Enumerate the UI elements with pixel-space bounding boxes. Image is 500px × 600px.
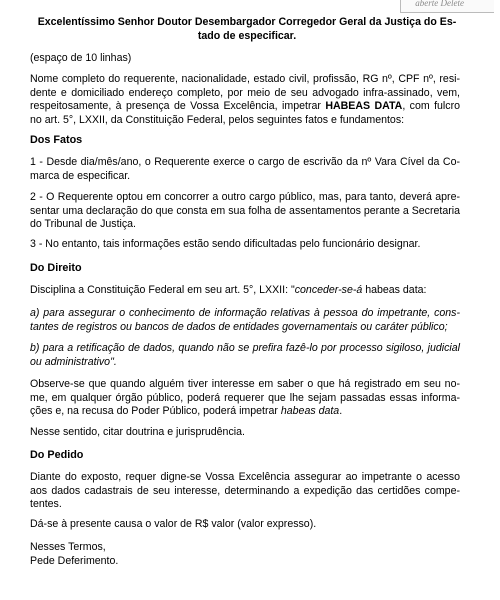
heading-do-pedido: Do Pedido: [30, 449, 84, 461]
document-title: [34, 16, 460, 43]
spacing-note: (espaço de 10 linhas): [30, 52, 132, 64]
direito-paragraph-3: Nesse sentido, citar doutrina e jurisprudência.: [30, 426, 245, 438]
direito-item-a: a) para assegurar o conhecimento de informação relativas à pessoa do impetrante, cons- tantes de registros ou bancos de dados de entidades governamentais ou caráter público;: [30, 307, 460, 333]
closing-line-1: Nesses Termos,: [30, 541, 106, 553]
pedido-paragraph-1: Diante do exposto, requer digne-se Vossa Excelência assegurar ao impetrante o acesso aos dados cadastrais de seu interesse, determinando a expedição das certidões compe- tentes.: [30, 471, 460, 511]
fatos-item-1: 1 - Desde dia/mês/ano, o Requerente exerce o cargo de escrivão da nº Vara Cível da Co- marca de especificar.: [30, 156, 460, 182]
direito-item-b: b) para a retificação de dados, quando não se prefira fazê-lo por processo sigiloso, judicial ou administrativo".: [30, 342, 460, 368]
heading-do-direito: Do Direito: [30, 262, 82, 274]
heading-dos-fatos: Dos Fatos: [30, 134, 83, 146]
title-line-1: Excelentíssimo Senhor Doutor Desembargador Corregedor Geral da Justiça do Es-: [37, 16, 457, 28]
title-line-2: tado de especificar.: [197, 29, 297, 42]
top-toolbar-strip: [0, 0, 500, 10]
pedido-paragraph-2: Dá-se à presente causa o valor de R$ valor (valor expresso).: [30, 518, 317, 530]
fatos-item-3: 3 - No entanto, tais informações estão sendo dificultadas pelo funcionário designar.: [30, 238, 421, 250]
closing-block: [30, 541, 460, 568]
top-hint-text: aberte Delete: [400, 0, 494, 13]
fatos-item-2: 2 - O Requerente optou em concorrer a outro cargo público, mas, para tanto, deverá apre- sentar uma declaração do que consta em sua folha de assentamentos perante a Secretaria do Tribunal de Justiça.: [30, 191, 460, 231]
habeas-data-emphasis: HABEAS DATA: [325, 100, 403, 113]
direito-paragraph-1: Disciplina a Constituição Federal em seu art. 5°, LXXII: "conceder-se-á habeas data:: [30, 284, 427, 296]
closing-line-2: Pede Deferimento.: [30, 554, 119, 567]
direito-paragraph-2: Observe-se que quando alguém tiver interesse em saber o que há registrado em seu no- me, em qualquer órgão público, poderá requerer que lhe sejam passadas essas informa- ções e, na recusa do Poder Público, poderá impetrar habeas data.: [30, 378, 460, 418]
intro-paragraph: Nome completo do requerente, nacionalidade, estado civil, profissão, RG nº, CPF nº, resi- dente e domiciliado endereço completo, por meio de seu advogado infra-assinado, vem, respeitosamente, à presença de Vossa Excelência, impetrar HABEAS DATA, com fulcro no art. 5°, LXXII, da Constituição Federal, pelos seguintes fatos e fundamentos:: [30, 73, 461, 126]
